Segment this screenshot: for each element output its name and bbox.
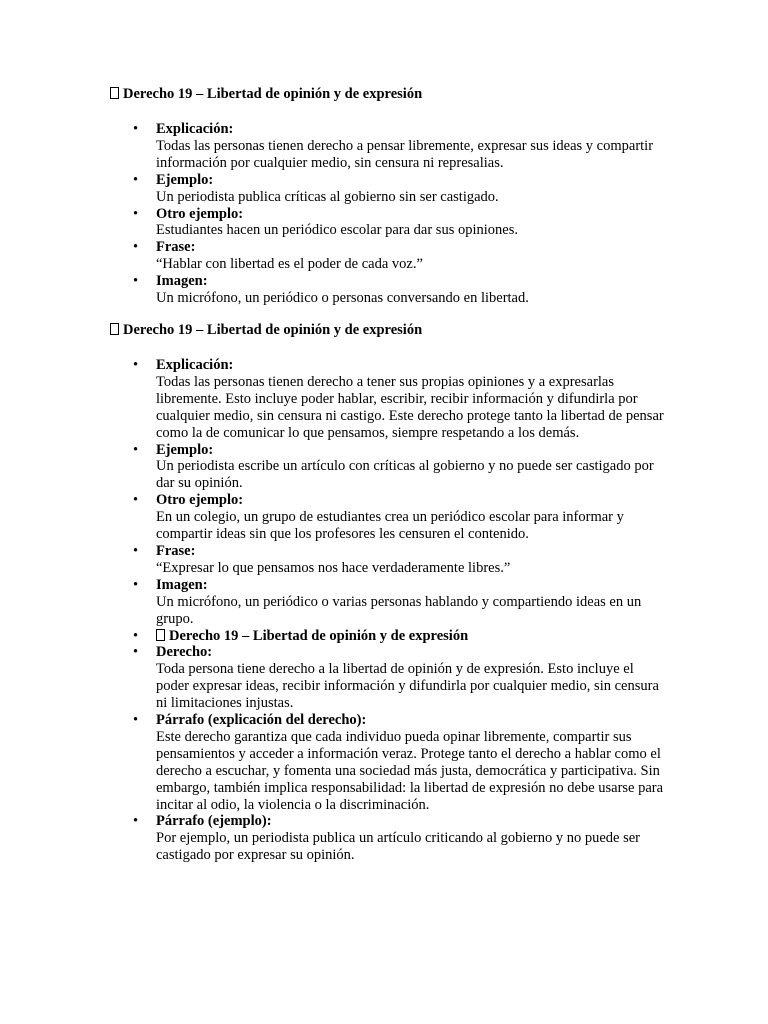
list-item <box>156 543 666 577</box>
list-item-heading <box>156 628 666 645</box>
list-item <box>156 442 666 493</box>
item-label: • Frase: <box>156 542 196 559</box>
section1-heading-text: Derecho 19 – Libertad de opinión y de expresión <box>123 86 423 102</box>
section2-heading <box>110 322 422 339</box>
item-label: • Imagen: <box>156 273 208 290</box>
item-text: Un micrófono, un periódico o personas conversando en libertad. <box>156 290 529 307</box>
list-item <box>156 172 666 206</box>
item-label: • Párrafo (explicación del derecho): <box>156 712 367 729</box>
item-text: Todas las personas tienen derecho a pensar libremente, expresar sus ideas y compartir información por cualquier medio, sin censura ni represalias. <box>156 137 654 171</box>
item-text: Estudiantes hacen un periódico escolar para dar sus opiniones. <box>156 222 518 239</box>
item-text: Un periodista publica críticas al gobierno sin ser castigado. <box>156 188 499 205</box>
list-item <box>156 813 666 864</box>
list-item <box>156 492 666 543</box>
missing-glyph-icon <box>156 629 165 641</box>
missing-glyph-icon <box>110 87 119 99</box>
item-label: • Explicación: <box>156 357 234 373</box>
list-item <box>156 239 666 273</box>
inline-heading <box>156 628 666 645</box>
section2-heading-text: Derecho 19 – Libertad de opinión y de expresión <box>123 322 423 338</box>
item-label: • Ejemplo: <box>156 171 214 188</box>
list-item <box>156 577 666 628</box>
item-text: Por ejemplo, un periodista publica un artículo criticando al gobierno y no puede ser castigado por expresar su opinión. <box>156 830 641 864</box>
item-text: Toda persona tiene derecho a la libertad de opinión y de expresión. Esto incluye el poder expresar ideas, recibir información y difundirla por cualquier medio, sin censura ni limitaciones injustas. <box>156 661 659 712</box>
list-item <box>156 121 666 172</box>
list-item <box>156 712 666 813</box>
list-item <box>156 644 666 712</box>
item-label: • Ejemplo: <box>156 441 214 458</box>
item-text: “Hablar con libertad es el poder de cada voz.” <box>156 256 423 273</box>
item-label: • Derecho: <box>156 644 213 661</box>
item-text: En un colegio, un grupo de estudiantes crea un periódico escolar para informar y compartir ideas sin que los profesores les censuren el contenido. <box>156 509 624 543</box>
missing-glyph-icon <box>110 323 119 335</box>
item-text: “Expresar lo que pensamos nos hace verdaderamente libres.” <box>156 559 511 576</box>
item-label: • Frase: <box>156 239 196 256</box>
item-label: • Otro ejemplo: <box>156 205 244 222</box>
item-label: • Otro ejemplo: <box>156 492 244 509</box>
list-item <box>156 357 666 442</box>
item-label: • Imagen: <box>156 576 208 593</box>
item-text: Un periodista escribe un artículo con críticas al gobierno y no puede ser castigado por dar su opinión. <box>156 458 654 492</box>
item-label: • Párrafo (ejemplo): <box>156 813 272 830</box>
section1-list <box>156 121 666 307</box>
item-label: • Explicación: <box>156 121 234 137</box>
section2-list <box>156 357 666 864</box>
item-text: Este derecho garantiza que cada individuo pueda opinar libremente, compartir sus pensamientos y acceder a información veraz. Protege tanto el derecho a hablar como el derecho a escuchar, y fomenta una sociedad más justa, democrática y participativa. Sin embargo, también implica responsabilidad: la libertad de expresión no debe usarse para incitar al odio, la violencia o la discriminación. <box>156 728 664 813</box>
item-text: Todas las personas tienen derecho a tener sus propias opiniones y a expresarlas libremente. Esto incluye poder hablar, escribir, recibir información y difundirla por cualquier medio, sin censura ni castigo. Este derecho protege tanto la libertad de pensar como la de comunicar lo que pensamos, siempre respetando a los demás. <box>156 373 664 441</box>
section1-heading <box>110 86 422 103</box>
list-item <box>156 206 666 240</box>
item-text: Un micrófono, un periódico o varias personas hablando y compartiendo ideas en un grupo. <box>156 593 642 627</box>
list-item <box>156 273 666 307</box>
inline-heading-text: Derecho 19 – Libertad de opinión y de expresión <box>169 627 469 644</box>
